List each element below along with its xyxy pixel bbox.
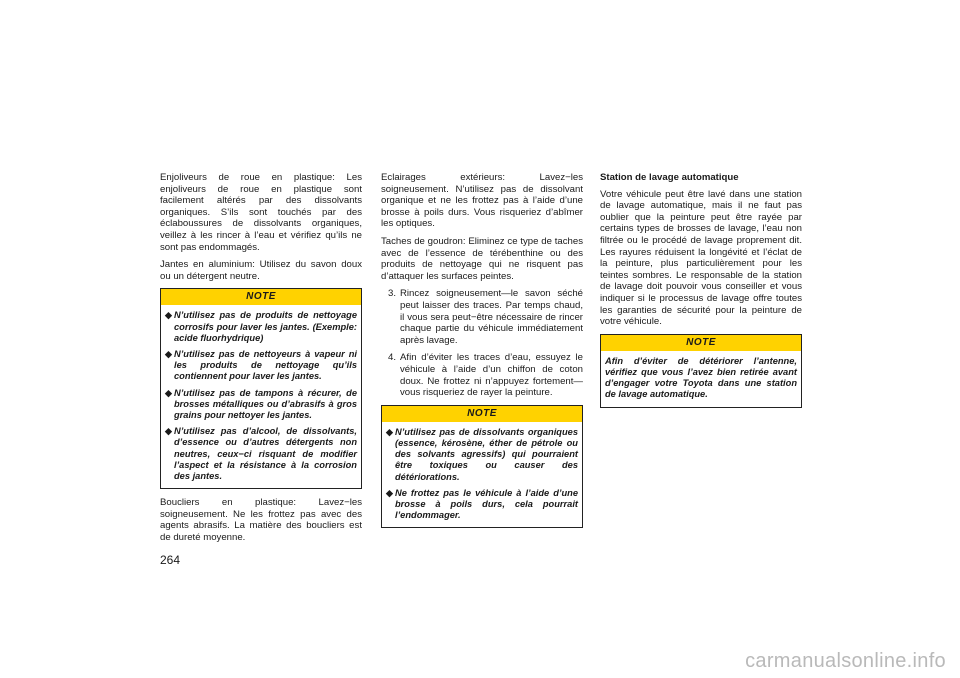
step-3: 3. Rincez soigneusement—le savon séché peut laisser des traces. Par temps chaud, il vous sera peut−être nécessaire de rincer chaque partie du véhicule immédiatement après lavage.	[388, 288, 583, 346]
note-title: NOTE	[601, 335, 801, 351]
diamond-bullet-icon: ◆	[165, 387, 172, 398]
paragraph-aluminium-wheels: Jantes en aluminium: Utilisez du savon doux ou un détergent neutre.	[160, 259, 362, 282]
diamond-bullet-icon: ◆	[386, 426, 393, 437]
paragraph-exterior-lights: Eclairages extérieurs: Lavez−les soigneusement. N’utilisez pas de dissolvant organique et ne les frottez pas à l’aide d’une brosse à poils durs. Vous risqueriez d’abîmer les optiques.	[381, 172, 583, 230]
paragraph-plastic-bumpers: Boucliers en plastique: Lavez−les soigneusement. Ne les frottez pas avec des agents abrasifs. La matière des boucliers est de dureté moyenne.	[160, 497, 362, 543]
paragraph-car-wash: Votre véhicule peut être lavé dans une station de lavage automatique, mais il ne faut pas oublier que la peinture peut être rayée par certains types de brosses de lavage, l’eau non filtrée ou le procédé de lavage proprement dit. Les rayures réduisent la longévité et l’éclat de la peinture, plus particulièrement pour les teintes sombres. Le responsable de la station de lavage doit pouvoir vous conseiller et vous indiquer si le processus de lavage offre toutes les garanties de sécurité pour la peinture de votre véhicule.	[600, 188, 802, 328]
step-4: 4. Afin d’éviter les traces d’eau, essuyez le véhicule à l’aide d’un chiffon de coton doux. Ne frottez ni n’appuyez fortement—vous risqueriez de rayer la peinture.	[388, 352, 583, 399]
diamond-bullet-icon: ◆	[165, 348, 172, 359]
left-column	[160, 172, 362, 550]
diamond-bullet-icon: ◆	[165, 426, 172, 437]
paragraph-tar-stains: Taches de goudron: Eliminez ce type de taches avec de l’essence de térébenthine ou des produits de nettoyage qui ne risquent pas d’attaquer les surfaces peintes.	[381, 235, 583, 282]
note-title: NOTE	[161, 289, 361, 305]
section-heading: Station de lavage automatique	[600, 172, 739, 183]
diamond-bullet-icon: ◆	[165, 310, 172, 321]
note-item: ◆ Ne frottez pas le véhicule à l’aide d’une brosse à poils durs, cela pourrait l’endommager.	[386, 487, 578, 521]
note-item: ◆ N’utilisez pas de nettoyeurs à vapeur ni les produits de nettoyage qu’ils contiennent pour laver les jantes.	[165, 348, 357, 382]
note-title: NOTE	[382, 406, 582, 422]
note-item: ◆ N’utilisez pas de dissolvants organiques (essence, kérosène, éther de pétrole ou des solvants agressifs) qui pourraient être toxiques ou causer des détériorations.	[386, 426, 578, 482]
watermark: carmanualsonline.info	[745, 650, 946, 672]
diamond-bullet-icon: ◆	[386, 487, 393, 498]
note-box-wheels	[160, 288, 362, 489]
paragraph-plastic-hubcaps: Enjoliveurs de roue en plastique: Les enjoliveurs de roue en plastique sont facilement altérés par des dissolvants organiques. S’ils sont touchés par des éclaboussures de dissolvants organiques, veillez à les rincer à l’eau et vérifiez qu’ils ne sont pas endommagés.	[160, 172, 362, 253]
note-item: ◆ N’utilisez pas d’alcool, de dissolvants, d’essence ou d’autres détergents non neutres, ceux−ci risquant de modifier l’aspect et la résistance à la corrosion des jantes.	[165, 426, 357, 481]
page-number: 264	[160, 553, 181, 567]
middle-column	[381, 172, 583, 536]
note-item: ◆ N’utilisez pas de produits de nettoyage corrosifs pour laver les jantes. (Exemple: acide fluorhydrique)	[165, 310, 357, 343]
note-text: Afin d’éviter de détériorer l’antenne, vérifiez que vous l’avez bien retirée avant d’engager votre Toyota dans une station de lavage automatique.	[605, 355, 797, 400]
right-column	[600, 172, 802, 416]
note-box-antenna	[600, 334, 802, 408]
note-item: ◆ N’utilisez pas de tampons à récurer, de brosses métalliques ou d’abrasifs à gros grains pour nettoyer les jantes.	[165, 387, 357, 420]
note-box-solvents	[381, 405, 583, 529]
